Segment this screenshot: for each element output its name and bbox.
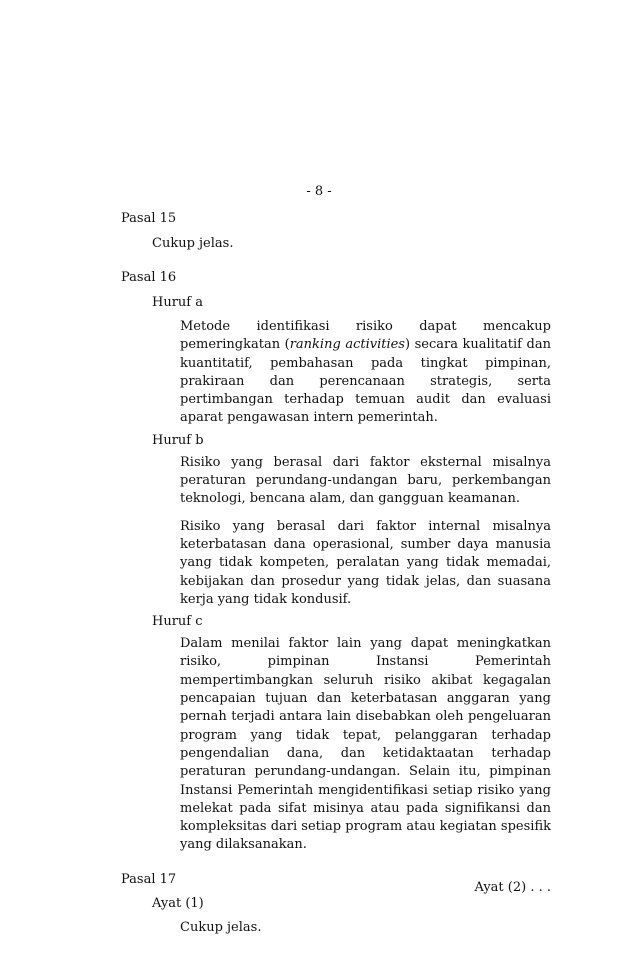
huruf-b-paragraph-1: Risiko yang berasal dari faktor eksternal misalnya peraturan perundang-undangan baru, perkembangan teknologi, bencana alam, dan gangguan keamanan. — [180, 454, 551, 507]
huruf-a-label: Huruf a — [152, 295, 203, 310]
page-number: - 8 - — [306, 184, 332, 199]
pasal-15-text: Cukup jelas. — [152, 236, 234, 251]
huruf-a-italic-term: ranking activities — [289, 337, 405, 353]
huruf-b-paragraph-2: Risiko yang berasal dari faktor internal misalnya keterbatasan dana operasional, sumber daya manusia yang tidak kompeten, peralatan yang tidak memadai, kebijakan dan prosedur yang tidak jelas, dan suasana kerja yang tidak kondusif. — [180, 518, 551, 607]
pasal-17-heading: Pasal 17 — [121, 871, 177, 887]
huruf-a-text-start: Metode identifikasi risiko dapat mencakup pemeringkatan ( — [180, 319, 551, 353]
huruf-b-label: Huruf b — [152, 432, 204, 448]
huruf-a-text-end: ) secara kualitatif dan kuantitatif, pembahasan pada tingkat pimpinan, prakiraan dan perencanaan strategis, serta pertimbangan terhadap temuan audit dan evaluasi aparat pengawasan intern pemerintah. — [180, 337, 551, 426]
pasal-15-heading: Pasal 15 — [121, 211, 177, 226]
huruf-c-paragraph: Dalam menilai faktor lain yang dapat meningkatkan risiko, pimpinan Instansi Pemerintah mempertimbangkan seluruh risiko akibat kegagalan pencapaian tujuan dan keterbatasan anggaran yang pernah terjadi antara lain disebabkan oleh pengeluaran program yang tidak tepat, pelanggaran terhadap pengendalian dana, dan ketidaktaatan terhadap peraturan perundang-undangan. Selain itu, pimpinan Instansi Pemerintah mengidentifikasi setiap risiko yang melekat pada sifat misinya atau pada signifikansi dan kompleksitas dari setiap program atau kegiatan spesifik yang dilaksanakan. — [180, 636, 551, 853]
huruf-a-paragraph — [180, 318, 551, 428]
continuation-marker: Ayat (2) . . . — [474, 880, 551, 895]
ayat-1-text: Cukup jelas. — [180, 919, 262, 935]
ayat-1-label: Ayat (1) — [152, 895, 204, 911]
pasal-16-heading: Pasal 16 — [121, 270, 177, 285]
huruf-c-label: Huruf c — [152, 614, 203, 630]
document-body — [121, 209, 551, 937]
